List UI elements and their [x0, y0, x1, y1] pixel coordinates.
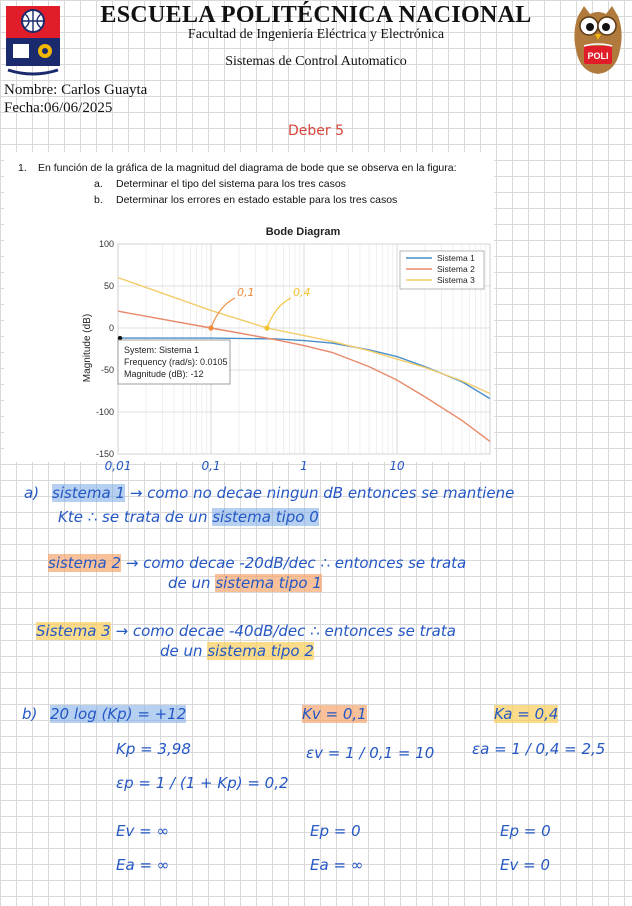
- answer-a3-text: → como decae -40dB/dec ∴ entonces se trata: [115, 622, 456, 640]
- ev-system-2: εv = 1 / 0,1 = 10: [306, 744, 435, 762]
- x-tick-label: 0,1: [201, 459, 221, 472]
- kp-equation: 20 log (Kp) = +12: [50, 705, 187, 723]
- student-name: Nombre: Carlos Guayta: [4, 82, 148, 98]
- poli-badge-text: POLI: [587, 51, 609, 61]
- ep-system-3: Ep = 0: [500, 822, 551, 840]
- ea-system-2: Ea = ∞: [310, 856, 364, 874]
- answer-a1-highlight: sistema 1: [52, 484, 126, 502]
- y-axis-label: Magnitude (dB): [82, 313, 93, 383]
- y-tick-label: -100: [95, 407, 114, 417]
- faculty-subtitle: Facultad de Ingeniería Eléctrica y Electrónica: [187, 27, 445, 42]
- kp-result: Kp = 3,98: [116, 740, 191, 758]
- answer-a2-line2: de un: [168, 574, 211, 592]
- kv-value: Kv = 0,1: [302, 705, 367, 723]
- course-name: Sistemas de Control Automatico: [225, 54, 407, 69]
- answer-a2-type: sistema tipo 1: [215, 574, 322, 592]
- legend-label: Sistema 3: [437, 275, 475, 285]
- chart-legend: [400, 251, 484, 289]
- chart-title: Bode Diagram: [265, 226, 341, 238]
- question-number: 1.: [18, 162, 27, 174]
- owl-mascot-logo: [568, 2, 628, 78]
- datatip-line-1: System: Sistema 1: [124, 345, 200, 355]
- ev-system-1: Ev = ∞: [116, 822, 169, 840]
- y-tick-label: 50: [103, 281, 114, 291]
- answer-a-label: a): [24, 484, 40, 502]
- marker-label: 0,1: [237, 286, 255, 299]
- datatip-line-2: Frequency (rad/s): 0.0105: [124, 357, 228, 367]
- item-a-text: Determinar el tipo del sistema para los tres casos: [116, 178, 346, 190]
- item-b-text: Determinar los errores en estado estable para los tres casos: [116, 194, 398, 206]
- submission-date: Fecha:06/06/2025: [4, 100, 113, 116]
- ea-system-1: Ea = ∞: [116, 856, 170, 874]
- answer-a1-type: sistema tipo 0: [212, 508, 319, 526]
- ep-system-2: Ep = 0: [310, 822, 361, 840]
- answer-a2-text: → como decae -20dB/dec ∴ entonces se trata: [125, 554, 467, 572]
- y-tick-label: 100: [98, 239, 114, 249]
- answer-a1-line2: Kte ∴ se trata de un: [58, 508, 208, 526]
- datatip-line-3: Magnitude (dB): -12: [124, 369, 204, 379]
- institution-title: ESCUELA POLITÉCNICA NACIONAL: [100, 2, 532, 28]
- ev-system-3: Ev = 0: [500, 856, 551, 874]
- legend-label: Sistema 2: [437, 264, 475, 274]
- x-tick-label: 0,01: [104, 459, 132, 472]
- item-a-letter: a.: [94, 178, 103, 190]
- answer-b-label: b): [22, 705, 38, 723]
- answer-a1-text: → como no decae ningun dB entonces se mantiene: [129, 484, 515, 502]
- assignment-title: Deber 5: [287, 123, 344, 139]
- y-tick-label: -50: [100, 365, 114, 375]
- y-tick-label: -150: [95, 449, 114, 459]
- question-text: En función de la gráfica de la magnitud del diagrama de bode que se observa en la figura:: [38, 162, 457, 174]
- ka-value: Ka = 0,4: [494, 705, 559, 723]
- answer-a3-type: sistema tipo 2: [207, 642, 314, 660]
- bode-diagram: [0, 210, 500, 472]
- item-b-letter: b.: [94, 194, 103, 206]
- x-tick-label: 10: [389, 459, 405, 472]
- x-tick-label: 1: [300, 459, 308, 472]
- ep-system-1: εp = 1 / (1 + Kp) = 0,2: [116, 774, 289, 792]
- answer-a2-highlight: sistema 2: [48, 554, 122, 572]
- answer-a3-line2: de un: [160, 642, 203, 660]
- y-tick-label: 0: [108, 323, 114, 333]
- legend-label: Sistema 1: [437, 253, 475, 263]
- marker-label: 0,4: [292, 286, 311, 299]
- ea-system-3: εa = 1 / 0,4 = 2,5: [472, 740, 606, 758]
- datatip: [118, 340, 230, 384]
- answer-a3-highlight: Sistema 3: [36, 622, 111, 640]
